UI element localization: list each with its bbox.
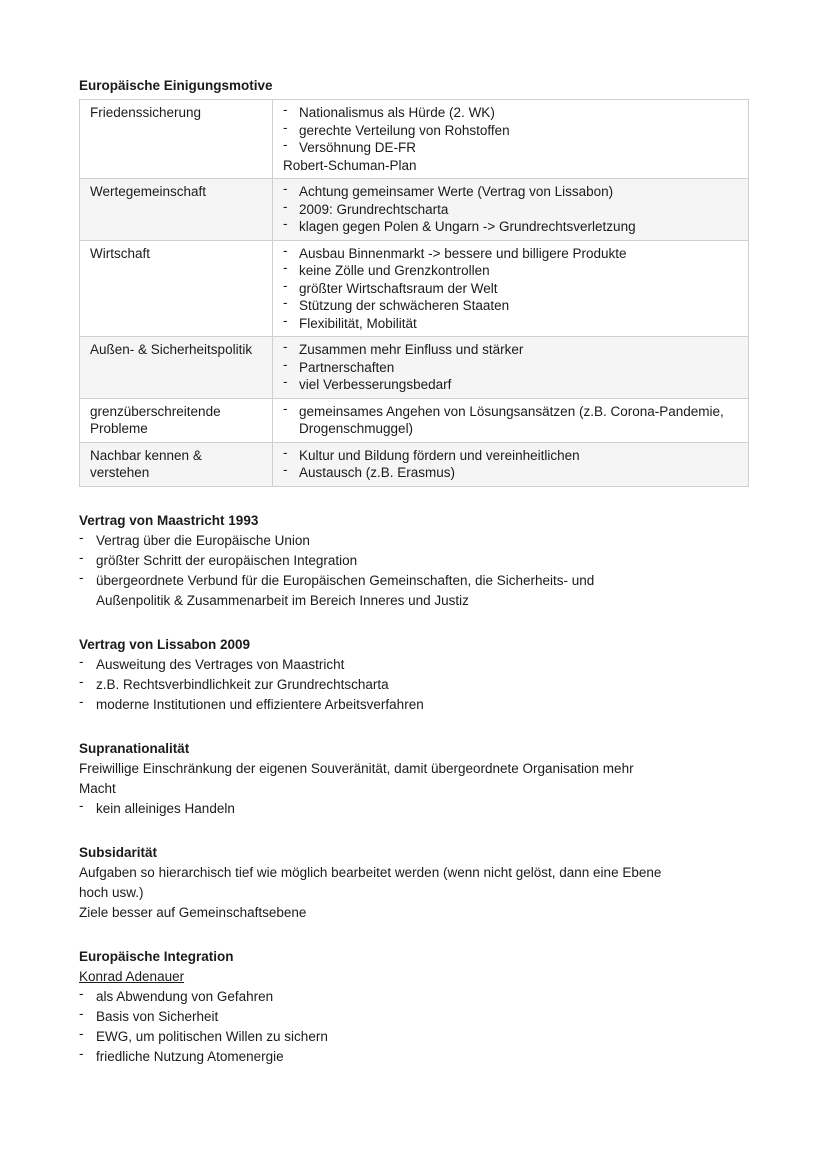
bullet-item (283, 297, 738, 315)
bullet-item (79, 1047, 749, 1067)
bullet-text: Achtung gemeinsamer Werte (Vertrag von Lissabon) (299, 184, 614, 199)
dash-bullet-icon: - (79, 653, 84, 669)
dash-bullet-icon: - (283, 277, 288, 293)
section-heading: Supranationalität (79, 740, 190, 756)
bullet-item (283, 376, 738, 394)
table-body (80, 100, 749, 487)
table-row (80, 100, 749, 179)
dash-bullet-icon: - (283, 462, 288, 477)
bullet-item (283, 277, 738, 298)
section (79, 947, 749, 1067)
bullet-item (283, 242, 738, 263)
bullet-item (283, 183, 738, 201)
dash-bullet-icon: - (283, 312, 288, 328)
bullet-text: als Abwendung von Gefahren (96, 988, 274, 1004)
dash-bullet-icon: - (79, 549, 84, 565)
detail-cell (273, 179, 749, 241)
bullet-text: Austausch (z.B. Erasmus) (299, 465, 456, 480)
section-heading: Subsidarität (79, 844, 158, 860)
section-heading: Vertrag von Maastricht 1993 (79, 512, 259, 528)
topic-cell: Nachbar kennen & verstehen (80, 442, 273, 486)
dash-bullet-icon: - (283, 242, 288, 258)
plain-line: Robert-Schuman-Plan (283, 157, 417, 173)
bullet-text: Vertrag über die Europäische Union (96, 532, 310, 548)
section-paragraph: Freiwillige Einschränkung der eigenen Souveränität, damit übergeordnete Organisation mehr Macht (79, 760, 634, 796)
dash-bullet-icon: - (79, 529, 84, 545)
section-paragraph: Aufgaben so hierarchisch tief wie möglich bearbeitet werden (wenn nicht gelöst, dann eine Ebene hoch usw.) (79, 864, 662, 900)
bullet-item (79, 531, 749, 551)
dash-bullet-icon: - (283, 137, 288, 152)
bullet-item (79, 655, 749, 675)
section-paragraph: Ziele besser auf Gemeinschaftsebene (79, 904, 307, 920)
bullet-item (283, 356, 738, 377)
topic-cell: grenzüberschreitende Probleme (80, 398, 273, 442)
table-row (80, 442, 749, 486)
bullet-item (283, 444, 738, 465)
bullet-text: kein alleiniges Handeln (96, 800, 235, 816)
section-subheading: Konrad Adenauer (79, 968, 185, 984)
table-row (80, 337, 749, 399)
dash-bullet-icon: - (79, 797, 84, 813)
bullet-text: Ausbau Binnenmarkt -> bessere und billigere Produkte (299, 245, 627, 261)
dash-bullet-icon: - (283, 374, 288, 389)
einigungsmotive-table (79, 99, 749, 487)
bullet-item (79, 571, 749, 611)
bullet-item (283, 464, 738, 482)
bullet-text: gemeinsames Angehen von Lösungsansätzen (z.B. Corona-Pandemie, Drogenschmuggel) (299, 403, 724, 436)
topic-cell: Friedenssicherung (80, 100, 273, 179)
dash-bullet-icon: - (283, 181, 288, 196)
bullet-text: Basis von Sicherheit (96, 1008, 219, 1024)
table-row (80, 179, 749, 241)
bullet-text: 2009: Grundrechtscharta (299, 201, 449, 217)
bullet-item (79, 1007, 749, 1027)
section-heading: Europäische Integration (79, 948, 234, 964)
page-title: Europäische Einigungsmotive (79, 78, 273, 93)
bullet-text: Flexibilität, Mobilität (299, 315, 417, 331)
bullet-item (79, 799, 749, 819)
bullet-item (283, 400, 738, 438)
dash-bullet-icon: - (283, 216, 288, 231)
bullet-text: friedliche Nutzung Atomenergie (96, 1048, 284, 1064)
bullet-item (79, 695, 749, 715)
bullet-text: EWG, um politischen Willen zu sichern (96, 1028, 328, 1044)
bullet-text: Kultur und Bildung fördern und vereinheitlichen (299, 447, 580, 463)
bullet-item (79, 1027, 749, 1047)
dash-bullet-icon: - (283, 260, 288, 275)
detail-cell (273, 442, 749, 486)
dash-bullet-icon: - (283, 356, 288, 372)
bullet-text: keine Zölle und Grenzkontrollen (299, 263, 490, 278)
bullet-item (283, 198, 738, 219)
detail-cell (273, 398, 749, 442)
detail-cell (273, 100, 749, 179)
dash-bullet-icon: - (79, 985, 84, 1001)
bullet-item (283, 139, 738, 157)
dash-bullet-icon: - (283, 102, 288, 117)
bullet-text: viel Verbesserungsbedarf (299, 377, 452, 392)
bullet-item (79, 675, 749, 695)
section (79, 511, 749, 611)
bullet-item (283, 104, 738, 122)
dash-bullet-icon: - (283, 339, 288, 354)
dash-bullet-icon: - (79, 693, 84, 709)
bullet-item (283, 218, 738, 236)
bullet-item (79, 551, 749, 571)
bullet-text: übergeordnete Verbund für die Europäischen Gemeinschaften, die Sicherheits- und Außenpolitik & Zusammenarbeit im Bereich Inneres und Justiz (96, 572, 595, 608)
bullet-text: moderne Institutionen und effizientere Arbeitsverfahren (96, 696, 424, 712)
dash-bullet-icon: - (283, 295, 288, 310)
sections-container (79, 511, 749, 1067)
bullet-item (283, 341, 738, 359)
table-row (80, 240, 749, 337)
bullet-text: Partnerschaften (299, 359, 395, 375)
dash-bullet-icon: - (283, 400, 288, 416)
section (79, 739, 749, 819)
section (79, 635, 749, 715)
bullet-text: klagen gegen Polen & Ungarn -> Grundrechtsverletzung (299, 219, 636, 234)
topic-cell: Wertegemeinschaft (80, 179, 273, 241)
bullet-text: Ausweitung des Vertrages von Maastricht (96, 656, 345, 672)
bullet-item (79, 987, 749, 1007)
bullet-text: größter Wirtschaftsraum der Welt (299, 280, 498, 296)
dash-bullet-icon: - (79, 1025, 84, 1041)
bullet-text: gerechte Verteilung von Rohstoffen (299, 122, 510, 138)
dash-bullet-icon: - (283, 119, 288, 135)
dash-bullet-icon: - (79, 1045, 84, 1061)
detail-cell (273, 240, 749, 337)
bullet-text: Nationalismus als Hürde (2. WK) (299, 105, 495, 120)
document-content (79, 76, 749, 1067)
table-row (80, 398, 749, 442)
bullet-item (283, 312, 738, 333)
bullet-text: Stützung der schwächeren Staaten (299, 298, 510, 313)
section (79, 843, 749, 923)
bullet-text: Zusammen mehr Einfluss und stärker (299, 342, 524, 357)
dash-bullet-icon: - (79, 673, 84, 689)
dash-bullet-icon: - (79, 1005, 84, 1021)
bullet-item (283, 262, 738, 280)
dash-bullet-icon: - (79, 569, 84, 585)
topic-cell: Außen- & Sicherheitspolitik (80, 337, 273, 399)
section-heading: Vertrag von Lissabon 2009 (79, 636, 251, 652)
detail-cell (273, 337, 749, 399)
dash-bullet-icon: - (283, 444, 288, 460)
bullet-text: z.B. Rechtsverbindlichkeit zur Grundrechtscharta (96, 676, 389, 692)
dash-bullet-icon: - (283, 198, 288, 214)
bullet-text: Versöhnung DE-FR (299, 140, 417, 155)
bullet-text: größter Schritt der europäischen Integration (96, 552, 358, 568)
topic-cell: Wirtschaft (80, 240, 273, 337)
bullet-item (283, 119, 738, 140)
